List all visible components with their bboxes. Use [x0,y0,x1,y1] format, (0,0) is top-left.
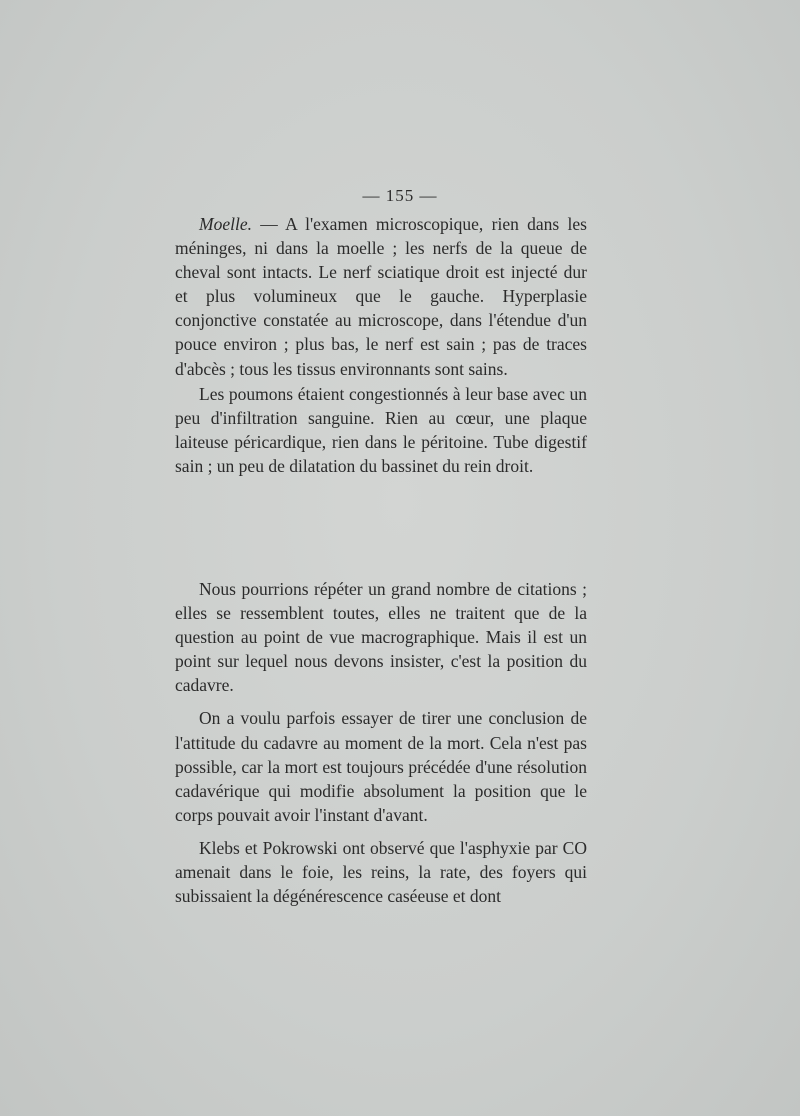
paragraph-citations: Nous pourrions répéter un grand nombre de citations ; elles se ressemblent toutes, elles ne traitent que de la question au point de vue macrographique. Mais il est un point sur lequel nous devons insister, c'est la position du cadavre. [175,579,587,696]
paragraph-klebs: Klebs et Pokrowski ont observé que l'asphyxie par CO amenait dans le foie, les reins, la rate, des foyers qui subissaient la dégénérescence caséeuse et dont [175,837,587,907]
text-block-top [175,212,587,479]
paragraph-attitude: On a voulu parfois essayer de tirer une conclusion de l'attitude du cadavre au moment de la mort. Cela n'est pas possible, car la mort est toujours précédée d'une résolution cadavérique qui modifie absolument la position que le corps pouvait avoir l'instant d'avant. [175,708,587,825]
paragraph-lead: Moelle. [199,214,252,234]
paragraph-moelle [175,212,587,381]
paragraph-poumons: Les poumons étaient congestionnés à leur base avec un peu d'infiltration sanguine. Rien au cœur, une plaque laiteuse péricardique, rien dans le péritoine. Tube digestif sain ; un peu de dilatation du bassinet du rein droit. [175,383,587,476]
page-number: — 155 — [362,186,438,205]
paragraph-moelle-text: — A l'examen microscopique, rien dans les méninges, ni dans la moelle ; les nerfs de la queue de cheval sont intacts. Le nerf sciatique droit est injecté dur et plus volumineux que le gauche. Hyperplasie conjonctive constatée au microscope, dans l'étendue d'un pouce environ ; plus bas, le nerf est sain ; pas de traces d'abcès ; tous les tissus environnants sont sains. [175,214,587,379]
text-block-bottom [175,577,587,909]
